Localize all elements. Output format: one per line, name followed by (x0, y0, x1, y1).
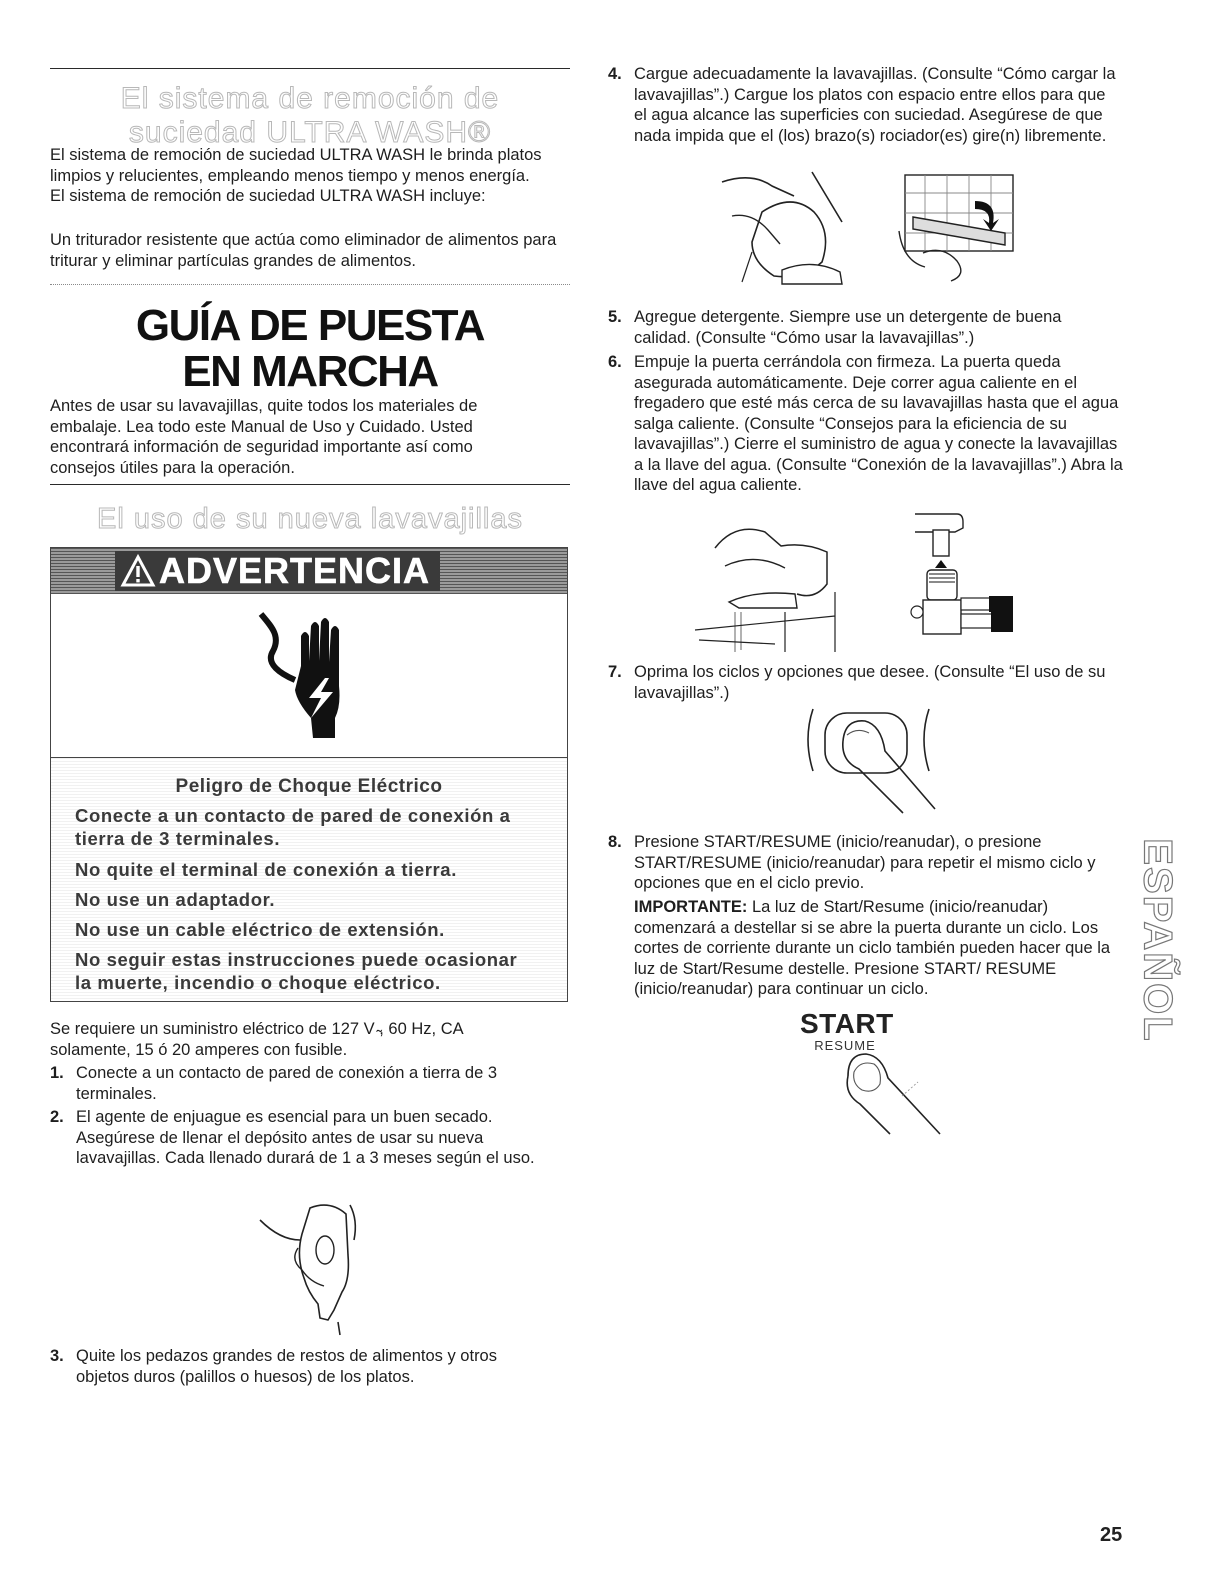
step-7-text: Oprima los ciclos y opciones que desee. (Consulte “El uso de su lavavajillas”.) (634, 663, 1106, 702)
step-6-number: 6. (608, 353, 622, 371)
step-7-number: 7. (608, 663, 622, 681)
step-3-text: Quite los pedazos grandes de restos de alimentos y otros objetos duros (palillos o huesos) de los platos. (76, 1347, 497, 1386)
step-4 (608, 64, 1118, 146)
warning-box (50, 547, 568, 1002)
warning-label-text: ADVERTENCIA (159, 550, 431, 591)
section-divider (50, 284, 570, 285)
spray-arm-illustration (895, 173, 1015, 285)
warning-line-3: No use un adaptador. (75, 889, 276, 910)
ultra-wash-paragraph-1: El sistema de remoción de suciedad ULTRA WASH le brinda platos limpios y relucientes, empleando menos tiempo y menos energía. El sistema de remoción de suciedad ULTRA WASH incluye: (50, 146, 542, 205)
guide-title-line1: GUÍA DE PUESTA (135, 301, 485, 350)
step-6 (608, 352, 1124, 496)
electric-shock-hand-icon (251, 606, 371, 746)
step-1-number: 1. (50, 1064, 64, 1082)
use-heading: El uso de su nueva lavavajillas (97, 503, 523, 535)
warning-label (115, 551, 440, 591)
step-2-text: El agente de enjuague es esencial para un buen secado. Asegúrese de llenar el depósito antes de usar su nueva lavavajillas. Cada llenado durará de 1 a 3 meses según el uso. (76, 1108, 535, 1167)
step-5 (608, 307, 1118, 348)
step-8-number: 8. (608, 833, 622, 851)
ultra-wash-paragraph-2: Un triturador resistente que actúa como eliminador de alimentos para triturar y eliminar partículas grandes de alimentos. (50, 231, 557, 270)
warning-line-5: No seguir estas instrucciones puede ocasionar la muerte, incendio o choque eléctrico. (75, 949, 518, 993)
warning-text-zone (51, 758, 567, 1001)
finger-press-start-illustration (830, 1048, 950, 1138)
button-press-illustration (785, 705, 945, 815)
ultra-wash-heading (50, 82, 570, 150)
loading-dishes-illustration (722, 172, 862, 287)
step-5-text: Agregue detergente. Siempre use un detergente de buena calidad. (Consulte “Cómo usar la lavavajillas”.) (634, 308, 1062, 347)
step-5-number: 5. (608, 308, 622, 326)
step-2 (50, 1107, 550, 1169)
warning-title: Peligro de Choque Eléctrico (175, 776, 443, 797)
rinse-aid-bottle-illustration (250, 1200, 380, 1335)
step-1 (50, 1063, 550, 1104)
step-4-number: 4. (608, 65, 622, 83)
step-1-text: Conecte a un contacto de pared de conexión a tierra de 3 terminales. (76, 1064, 498, 1103)
step-2-number: 2. (50, 1108, 64, 1126)
page-number: 25 (1100, 1524, 1123, 1546)
language-side-tab (1132, 810, 1182, 1070)
important-label: IMPORTANTE: (634, 898, 748, 916)
top-rule (50, 68, 570, 69)
ultra-wash-heading-line1: El sistema de remoción de (120, 82, 500, 115)
warning-header (51, 548, 567, 594)
guide-title-line2: EN MARCHA (182, 347, 438, 396)
faucet-illustration (695, 512, 855, 652)
guide-title (50, 303, 570, 395)
step-3-number: 3. (50, 1347, 64, 1365)
step-8 (608, 832, 1118, 894)
important-note (634, 897, 1120, 1000)
important-text: La luz de Start/Resume (inicio/reanudar) comenzará a destellar si se abre la puerta durante un ciclo. Los cortes de corriente durante un ciclo también pueden hacer que la luz de Start/Resume destelle. Presione START/ RESUME (inicio/reanudar) para continuar un ciclo. (634, 898, 1111, 998)
power-note: Se requiere un suministro eléctrico de 127 V ̴, 60 Hz, CA solamente, 15 ó 20 amperes con fusible. (50, 1020, 463, 1059)
ultra-wash-heading-line2: suciedad ULTRA WASH® (128, 116, 492, 149)
warning-line-4: No use un cable eléctrico de extensión. (75, 919, 445, 940)
warning-line-1: Conecte a un contacto de pared de conexión a tierra de 3 terminales. (75, 805, 511, 849)
warning-icon-zone (51, 594, 567, 758)
guide-intro: Antes de usar su lavavajillas, quite todos los materiales de embalaje. Lea todo este Manual de Uso y Cuidado. Usted encontrará información de seguridad importante así como consejos útiles para la operación. (50, 397, 478, 477)
warning-triangle-icon (121, 555, 155, 587)
step-4-text: Cargue adecuadamente la lavavajillas. (Consulte “Cómo cargar la lavavajillas”.) Cargue los platos con espacio entre ellos para que el agua alcance las superficies con suciedad. Asegúrese de que nada impida que el (los) brazo(s) rociador(es) gire(n) libremente. (634, 65, 1116, 145)
step-7 (608, 662, 1118, 703)
step-3 (50, 1346, 550, 1387)
language-side-tab-label: ESPAÑOL (1135, 837, 1180, 1043)
water-connection-illustration (905, 508, 1015, 638)
step-8-text: Presione START/RESUME (inicio/reanudar), o presione START/RESUME (inicio/reanudar) para repetir el mismo ciclo y opciones que en el ciclo previo. (634, 833, 1096, 892)
start-label: START (800, 1008, 894, 1039)
resume-label: RESUME (814, 1038, 876, 1053)
warning-line-2: No quite el terminal de conexión a tierra. (75, 859, 457, 880)
step-6-text: Empuje la puerta cerrándola con firmeza. La puerta queda asegurada automáticamente. Deje correr agua caliente en el fregadero que esté más cerca de su lavavajillas hasta que el agua salga caliente. (Consulte “Consejos para la eficiencia de su lavavajillas”.) Cierre el suministro de agua y conecte la lavavajillas a la llave del agua. (Consulte “Conexión de la lavavajillas”.) Abra la llave del agua caliente. (634, 353, 1123, 494)
start-resume-label (800, 1008, 894, 1053)
use-heading-rule (50, 484, 570, 485)
